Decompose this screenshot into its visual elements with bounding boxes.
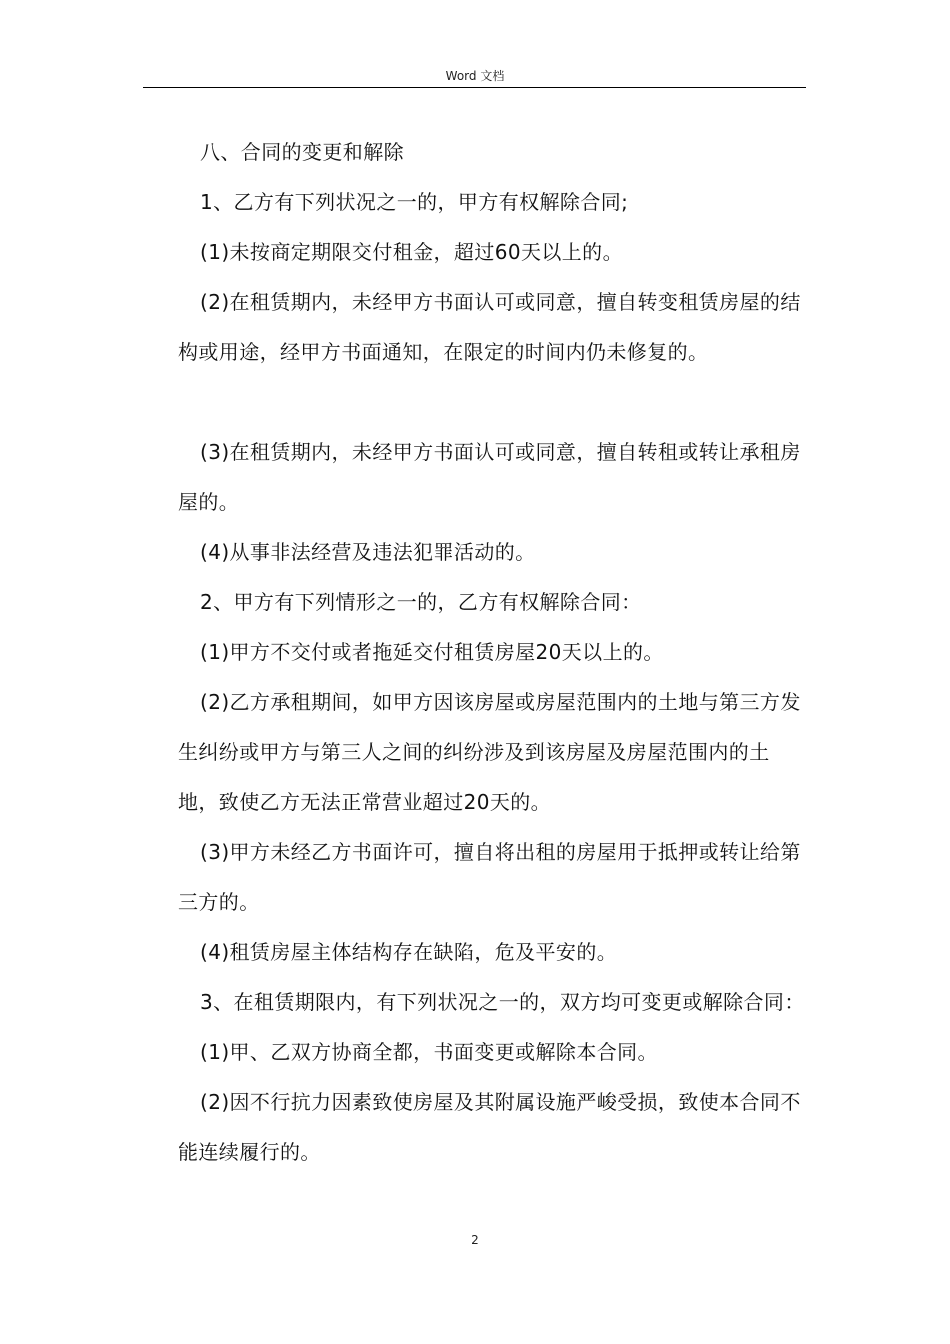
clause-paragraph: (2)乙方承租期间，如甲方因该房屋或房屋范围内的土地与第三方发生纠纷或甲方与第三人之间的纠纷涉及到该房屋及房屋范围内的土地，致使乙方无法正常营业超过20天的。 (178, 690, 801, 814)
clause-paragraph: (1)甲方不交付或者拖延交付租赁房屋20天以上的。 (200, 640, 664, 664)
clause-paragraph: (4)从事非法经营及违法犯罪活动的。 (200, 540, 536, 564)
blank-line (178, 377, 808, 427)
clause-paragraph: (1)甲、乙双方协商全都，书面变更或解除本合同。 (200, 1040, 658, 1064)
page-number: 2 (471, 1233, 479, 1247)
clause-paragraph: (3)甲方未经乙方书面许可，擅自将出租的房屋用于抵押或转让给第三方的。 (178, 840, 801, 914)
clause-paragraph: (2)在租赁期内，未经甲方书面认可或同意，擅自转变租赁房屋的结构或用途，经甲方书面通知，在限定的时间内仍未修复的。 (178, 290, 801, 364)
clause-paragraph: (1)未按商定期限交付租金，超过60天以上的。 (200, 240, 623, 264)
clause-paragraph: 2、甲方有下列情形之一的，乙方有权解除合同： (200, 590, 642, 614)
page-header: Word 文档 (445, 69, 505, 83)
clause-paragraph: (4)租赁房屋主体结构存在缺陷，危及平安的。 (200, 940, 618, 964)
document-body (178, 127, 808, 1177)
header-divider (143, 87, 806, 88)
clause-paragraph: 1、乙方有下列状况之一的，甲方有权解除合同; (200, 190, 629, 214)
clause-paragraph: (2)因不行抗力因素致使房屋及其附属设施严峻受损，致使本合同不能连续履行的。 (178, 1090, 801, 1164)
clause-paragraph: (3)在租赁期内，未经甲方书面认可或同意，擅自转租或转让承租房屋的。 (178, 440, 801, 514)
clause-paragraph: 3、在租赁期限内，有下列状况之一的，双方均可变更或解除合同： (200, 990, 805, 1014)
section-heading: 八、合同的变更和解除 (200, 140, 404, 164)
